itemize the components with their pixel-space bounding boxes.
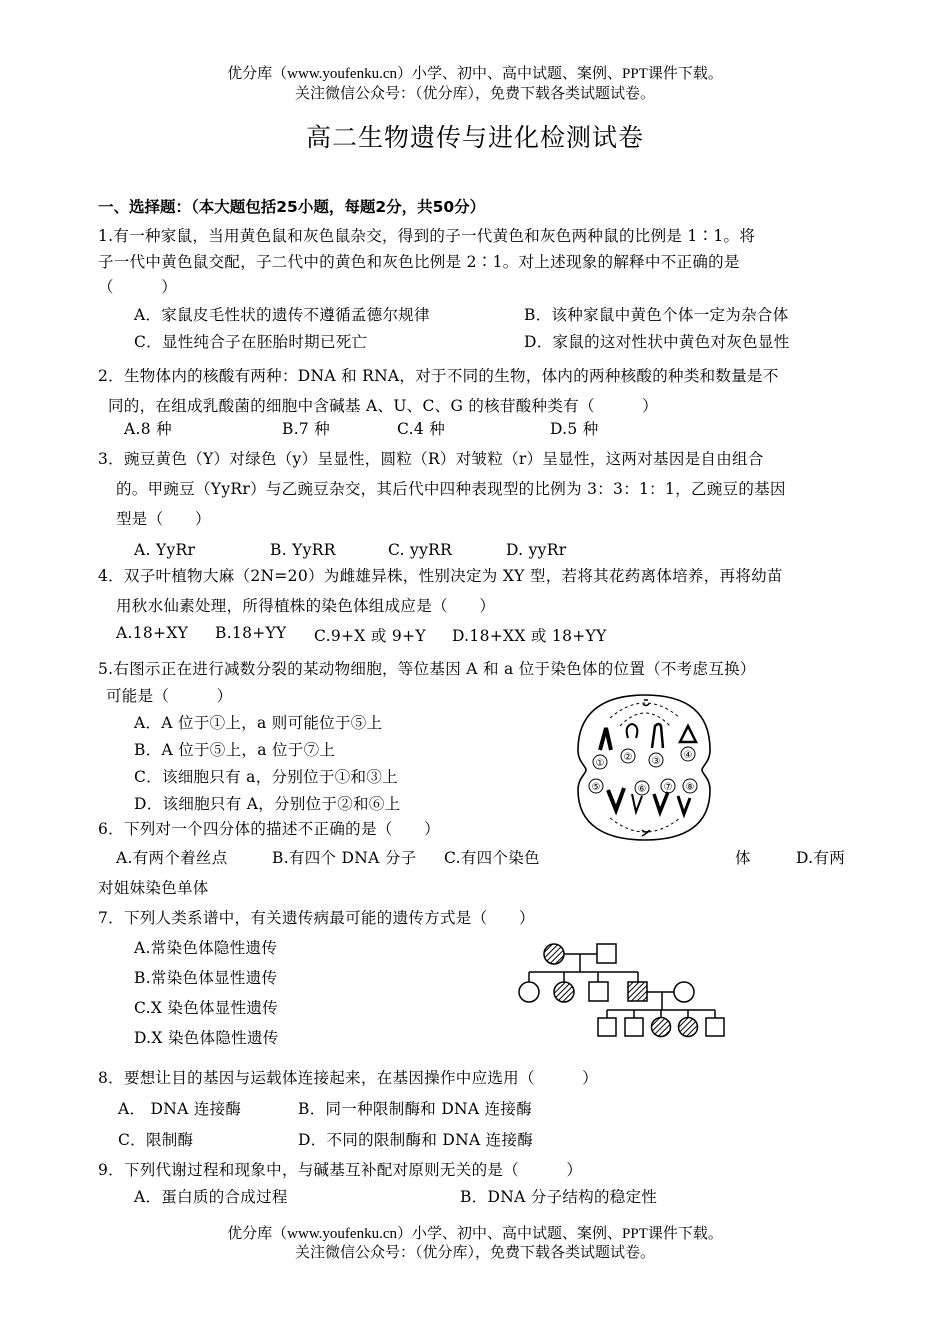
fig-label-8: ⑧ (685, 782, 695, 793)
fig-label-3: ③ (651, 756, 661, 767)
q6-option-c-tail: 体 (735, 849, 751, 867)
q1-option-b: B．该种家鼠中黄色个体一定为杂合体 (524, 306, 789, 324)
q3-option-d: D. yyRr (506, 541, 567, 559)
q1-stem-line2: 子一代中黄色鼠交配，子二代中的黄色和灰色比例是 2∶1。对上述现象的解释中不正确的是 (98, 253, 740, 271)
q2-stem-line1: 2．生物体内的核酸有两种：DNA 和 RNA，对于不同的生物，体内的两种核酸的种类和数量是不 (98, 367, 779, 385)
gen2-spouse-female (674, 982, 694, 1002)
q7-option-a: A.常染色体隐性遗传 (134, 939, 278, 957)
q8-option-c: C．限制酶 (118, 1131, 194, 1149)
q3-option-c: C. yyRR (388, 541, 453, 559)
pedigree-figure (510, 935, 735, 1045)
q7-option-c: C.X 染色体显性遗传 (134, 999, 278, 1017)
q3-stem-line2: 的。甲豌豆（YyRr）与乙豌豆杂交，其后代中四种表现型的比例为 3：3：1：1，乙豌豆的基因 (116, 480, 786, 498)
q4-option-a: A.18+XY (116, 624, 189, 642)
q7-option-b: B.常染色体显性遗传 (134, 969, 278, 987)
chromosome-1 (600, 728, 611, 750)
q3-option-a: A. YyRr (134, 541, 196, 559)
gen1-affected-female (544, 944, 564, 964)
gen3-affected-female (679, 1018, 698, 1037)
q2-stem-line2: 同的，在组成乳酸菌的细胞中含碱基 A、U、C、G 的核苷酸种类有（ ） (108, 397, 658, 415)
q8-option-b: B．同一种限制酶和 DNA 连接酶 (298, 1100, 533, 1118)
q7-option-d: D.X 染色体隐性遗传 (134, 1029, 279, 1047)
page-header-line2: 关注微信公众号：（优分库），免费下载各类试题试卷。 (294, 86, 655, 102)
gen2-female (519, 982, 539, 1002)
fig-label-2: ② (623, 752, 633, 763)
q1-option-a: A．家鼠皮毛性状的遗传不遵循孟德尔规律 (134, 306, 430, 324)
chromosome-6 (632, 794, 642, 812)
q9-option-b: B．DNA 分子结构的稳定性 (460, 1188, 658, 1206)
q9-option-a: A．蛋白质的合成过程 (134, 1188, 288, 1206)
q3-stem-line1: 3．豌豆黄色（Y）对绿色（y）呈显性，圆粒（R）对皱粒（r）呈显性，这两对基因是自由组合 (98, 450, 764, 468)
q5-stem-line2: 可能是（ ） (106, 687, 233, 705)
chromosome-3 (652, 724, 663, 748)
q7-stem-line1: 7．下列人类系谱中，有关遗传病最可能的遗传方式是（ ） (98, 909, 535, 927)
q2-option-d: D.5 种 (550, 420, 599, 438)
gen3-affected-female (652, 1018, 671, 1037)
q1-option-c: C．显性纯合子在胚胎时期已死亡 (134, 333, 368, 351)
gen2-affected-male (628, 982, 647, 1001)
fig-label-1: ① (595, 758, 605, 769)
q3-stem-line3: 型是（ ） (116, 510, 211, 528)
q8-option-d: D．不同的限制酶和 DNA 连接酶 (298, 1131, 534, 1149)
q5-stem-line1: 5.右图示正在进行减数分裂的某动物细胞，等位基因 A 和 a 位于染色体的位置（不考虑互换） (98, 660, 756, 678)
q4-option-c: C.9+X 或 9+Y (314, 627, 426, 645)
chromosome-8 (678, 796, 690, 814)
q2-option-b: B.7 种 (282, 420, 331, 438)
q1-stem-line3: （ ） (98, 278, 178, 296)
q4-option-b: B.18+YY (215, 624, 287, 642)
q6-option-d: D.有两 (796, 849, 846, 867)
fig-label-4: ④ (683, 750, 693, 761)
q6-option-b: B.有四个 DNA 分子 (272, 849, 417, 867)
gen3-male (625, 1018, 643, 1036)
q5-option-b: B．A 位于⑤上，a 位于⑦上 (134, 741, 336, 759)
chromosome-7 (654, 792, 668, 812)
q3-option-b: B. YyRR (270, 541, 336, 559)
chromosome-4 (680, 726, 696, 742)
q6-option-d-tail: 对姐妹染色单体 (98, 879, 209, 897)
q8-option-a: A． DNA 连接酶 (118, 1100, 242, 1118)
q1-stem-line1: 1.有一种家鼠，当用黄色鼠和灰色鼠杂交，得到的子一代黄色和灰色两种鼠的比例是 1∶1。将 (98, 227, 756, 245)
fig-label-5: ⑤ (591, 782, 601, 793)
q8-stem-line1: 8．要想让目的基因与运载体连接起来，在基因操作中应选用（ ） (98, 1069, 598, 1087)
q5-option-d: D．该细胞只有 A，分别位于②和⑥上 (134, 795, 401, 813)
page-footer-line2: 关注微信公众号：（优分库），免费下载各类试题试卷。 (294, 1245, 655, 1261)
q2-option-a: A.8 种 (124, 420, 172, 438)
gen1-male (597, 944, 616, 963)
chromosome-5 (608, 788, 624, 810)
q4-option-d: D.18+XX 或 18+YY (452, 627, 607, 645)
gen2-affected-female (554, 982, 574, 1002)
page-footer-line1: 优分库（www.youfenku.cn）小学、初中、高中试题、案例、PPT课件下载。 (227, 1226, 723, 1242)
fig-label-7: ⑦ (663, 782, 673, 793)
chromosome-2 (627, 724, 638, 738)
gen3-male (706, 1018, 724, 1036)
q4-stem-line1: 4．双子叶植物大麻（2N=20）为雌雄异株，性别决定为 XY 型，若将其花药离体培养，再将幼苗 (98, 567, 783, 585)
page-title: 高二生物遗传与进化检测试卷 (305, 123, 644, 152)
q6-option-a: A.有两个着丝点 (116, 849, 228, 867)
q5-option-c: C．该细胞只有 a，分别位于①和③上 (134, 768, 398, 786)
gen3-male (598, 1018, 616, 1036)
spindle-fiber (620, 713, 670, 726)
q5-option-a: A．A 位于①上，a 则可能位于⑤上 (134, 714, 383, 732)
fig-label-6: ⑥ (637, 784, 647, 795)
q6-stem-line1: 6．下列对一个四分体的描述不正确的是（ ） (98, 820, 440, 838)
gen2-male (589, 982, 608, 1001)
page-header-line1: 优分库（www.youfenku.cn）小学、初中、高中试题、案例、PPT课件下载。 (227, 66, 723, 82)
meiosis-cell-figure (570, 690, 720, 845)
q1-option-d: D．家鼠的这对性状中黄色对灰色显性 (524, 333, 790, 351)
section-heading: 一、选择题：（本大题包括25小题，每题2分，共50分） (98, 198, 486, 216)
q2-option-c: C.4 种 (397, 420, 446, 438)
q6-option-c: C.有四个染色 (444, 849, 540, 867)
q9-stem-line1: 9．下列代谢过程和现象中，与碱基互补配对原则无关的是（ ） (98, 1161, 583, 1179)
spindle-fiber (610, 818, 680, 832)
spindle-pole-bottom (642, 830, 650, 836)
q4-stem-line2: 用秋水仙素处理，所得植株的染色体组成应是（ ） (116, 597, 496, 615)
